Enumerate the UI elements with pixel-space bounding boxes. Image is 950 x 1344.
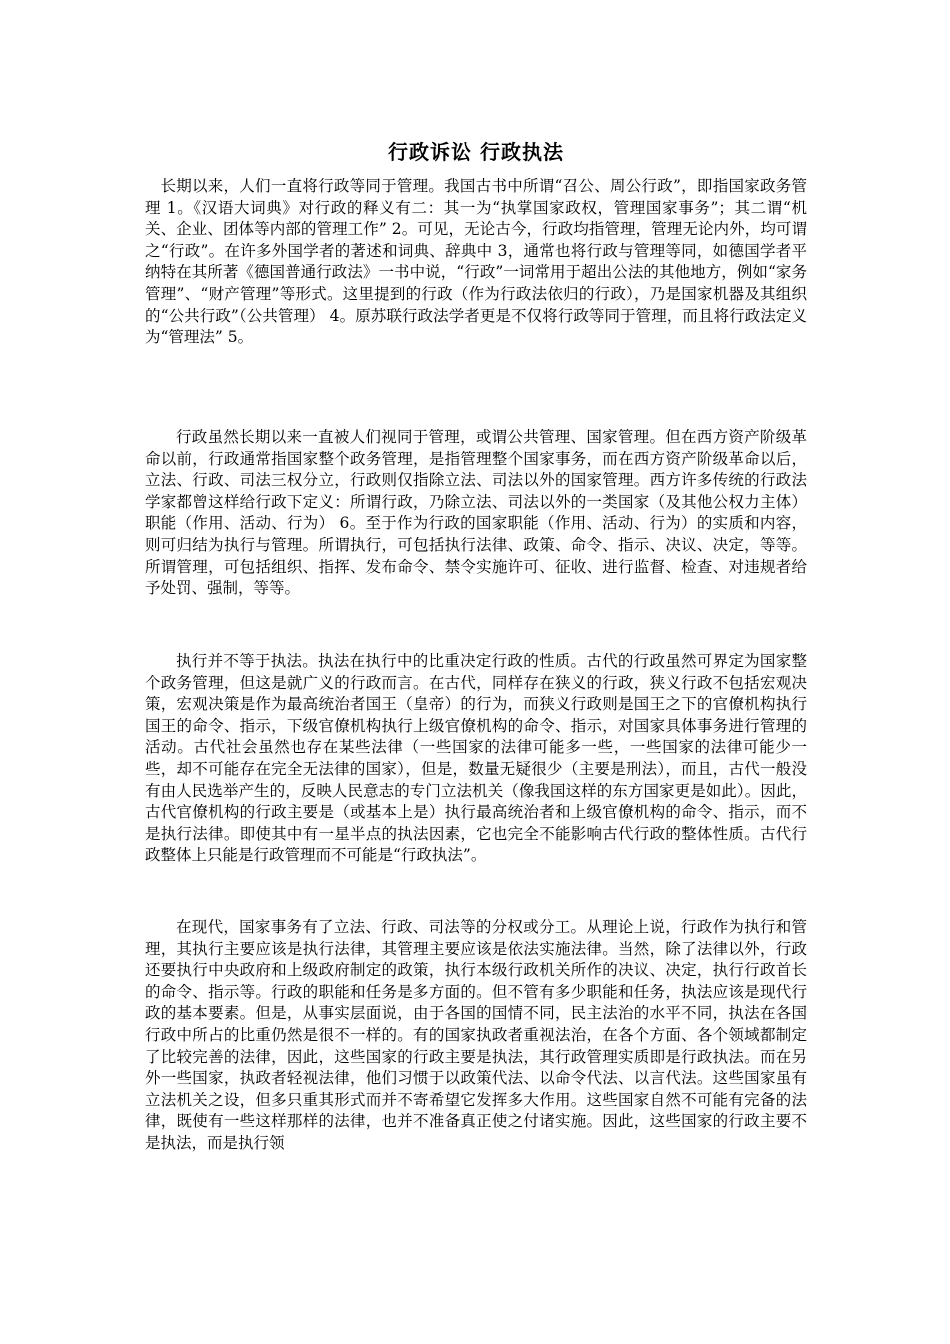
document-page <box>145 0 807 1344</box>
paragraph-2: 行政虽然长期以来一直被人们视同于管理，或谓公共管理、国家管理。但在西方资产阶级革命以前，行政通常指国家整个政务管理，是指管理整个国家事务，而在西方资产阶级革命以后，立法、行政、司法三权分立，行政则仅指除立法、司法以外的国家管理。西方许多传统的行政法学家都曾这样给行政下定义：所谓行政，乃除立法、司法以外的一类国家（及其他公权力主体）职能（作用、活动、行为） 6。至于作为行政的国家职能（作用、活动、行为）的实质和内容，则可归结为执行与管理。所谓执行，可包括执行法律、政策、命令、指示、决议、决定，等等。所谓管理，可包括组织、指挥、发布命令、禁令实施许可、征收、进行监督、检查、对违规者给予处罚、强制，等等。 <box>145 428 807 598</box>
paragraph-3: 执行并不等于执法。执法在执行中的比重决定行政的性质。古代的行政虽然可界定为国家整个政务管理，但这是就广义的行政而言。在古代，同样存在狭义的行政，狭义行政不包括宏观决策，宏观决策是作为最高统治者国王（皇帝）的行为，而狭义行政则是国王之下的官僚机构执行国王的命令、指示，下级官僚机构执行上级官僚机构的命令、指示，对国家具体事务进行管理的活动。古代社会虽然也存在某些法律（一些国家的法律可能多一些，一些国家的法律可能少一些，却不可能存在完全无法律的国家），但是，数量无疑很少（主要是刑法），而且，古代一般没有由人民选举产生的，反映人民意志的专门立法机关（像我国这样的东方国家更是如此）。因此，古代官僚机构的行政主要是（或基本上是）执行最高统治者和上级官僚机构的命令、指示，而不是执行法律。即使其中有一星半点的执法因素，它也完全不能影响古代行政的整体性质。古代行政整体上只能是行政管理而不可能是“行政执法”。 <box>145 652 807 865</box>
paragraph-4: 在现代，国家事务有了立法、行政、司法等的分权或分工。从理论上说，行政作为执行和管理，其执行主要应该是执行法律，其管理主要应该是依法实施法律。当然，除了法律以外，行政还要执行中央政府和上级政府制定的政策，执行本级行政机关所作的决议、决定，执行行政首长的命令、指示等。行政的职能和任务是多方面的。但不管有多少职能和任务，执法应该是现代行政的基本要素。但是，从事实层面说，由于各国的国情不同，民主法治的水平不同，执法在各国行政中所占的比重仍然是很不一样的。有的国家执政者重视法治，在各个方面、各个领域都制定了比较完善的法律，因此，这些国家的行政主要是执法，其行政管理实质即是行政执法。而在另外一些国家，执政者轻视法律，他们习惯于以政策代法、以命令代法、以言代法。这些国家虽有立法机关之设，但多只重其形式而并不寄希望它发挥多大作用。这些国家自然不可能有完备的法律，既使有一些这样那样的法律，也并不准备真正使之付诸实施。因此，这些国家的行政主要不是执法，而是执行领 <box>145 918 807 1152</box>
document-title: 行政诉讼 行政执法 <box>388 140 564 164</box>
paragraph-1: 长期以来，人们一直将行政等同于管理。我国古书中所谓“召公、周公行政”，即指国家政务管理 1。《汉语大词典》对行政的释义有二：其一为“执掌国家政权，管理国家事务”；其二谓“机关、企业、团体等内部的管理工作” 2。可见，无论古今，行政均指管理，管理无论内外，均可谓之“行政”。在许多外国学者的著述和词典、辞典中 3，通常也将行政与管理等同，如德国学者平纳特在其所著《德国普通行政法》一书中说，“行政”一词常用于超出公法的其他地方，例如“家务管理”、“财产管理”等形式。这里提到的行政（作为行政法依归的行政），乃是国家机器及其组织的“公共行政”（公共管理） 4。原苏联行政法学者更是不仅将行政等同于管理，而且将行政法定义为“管理法” 5。 <box>145 177 807 347</box>
